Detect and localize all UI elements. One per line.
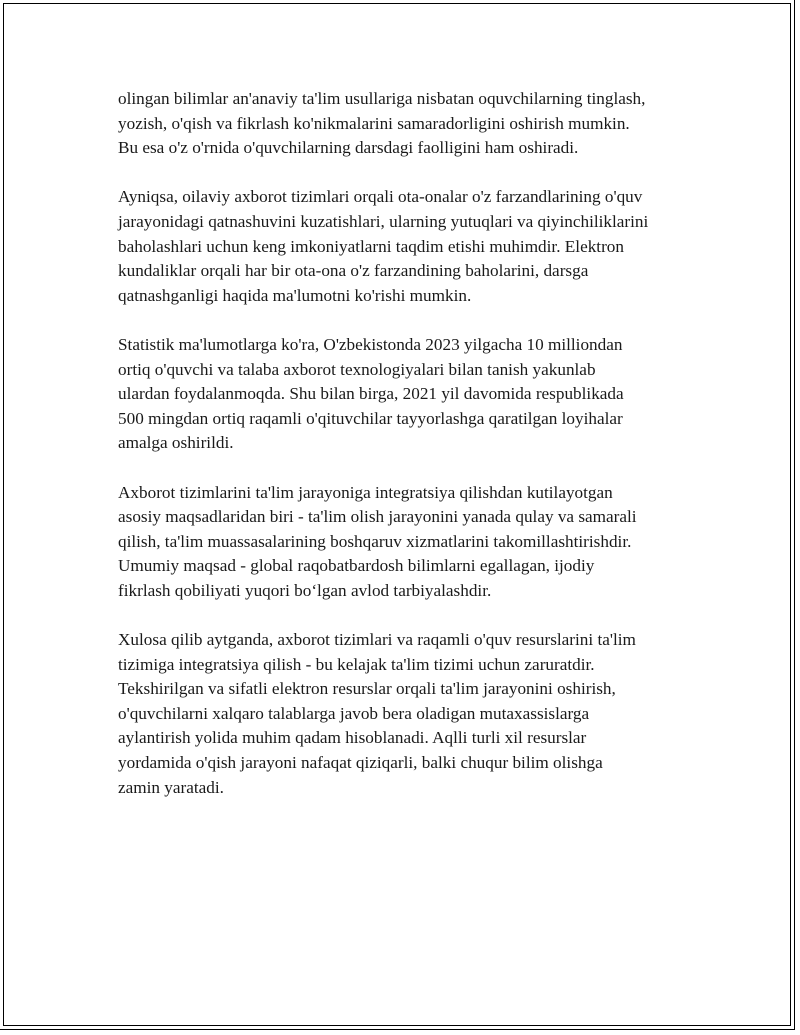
paragraph-5: Xulosa qilib aytganda, axborot tizimlari va raqamli o'quv resurslarini ta'lim tizimiga integratsiya qilish - bu kelajak ta'lim tizimi uchun zaruratdir. Tekshirilgan va sifatli elektron resurslar orqali ta'lim jarayonini oshirish, o'quvchilarni xalqaro talablarga javob bera oladigan mutaxassislarga aylantirish yolida muhim qadam hisoblanadi. Aqlli turli xil resurslar yordamida o'qish jarayoni nafaqat qiziqarli, balki chuqur bilim olishga zamin yaratadi. bbox=[118, 630, 636, 797]
paragraph-2: Ayniqsa, oilaviy axborot tizimlari orqali ota-onalar o'z farzandlarining o'quv jarayonidagi qatnashuvini kuzatishlari, ularning yutuqlari va qiyinchiliklarini baholashlari uchun keng imkoniyatlarni taqdim etishi muhimdir. Elektron kundaliklar orqali har bir ota-ona o'z farzandining baholarini, darsga qatnashganligi haqida ma'lumotni ko'rishi mumkin. bbox=[118, 187, 649, 305]
paragraph-4: Axborot tizimlarini ta'lim jarayoniga integratsiya qilishdan kutilayotgan asosiy maqsadlaridan biri - ta'lim olish jarayonini yanada qulay va samarali qilish, ta'lim muassasalarining boshqaruv xizmatlarini takomillashtirishdir. Umumiy maqsad - global raqobatbardosh bilimlarni egallagan, ijodiy fikrlash qobiliyati yuqori bo‘lgan avlod tarbiyalashdir. bbox=[118, 482, 637, 600]
document-body bbox=[118, 87, 708, 825]
paragraph-3: Statistik ma'lumotlarga ko'ra, O'zbekistonda 2023 yilgacha 10 milliondan ortiq o'quvchi va talaba axborot texnologiyalari bilan tanish yakunlab ulardan foydalanmoqda. Shu bilan birga, 2021 yil davomida respublikada 500 mingdan ortiq raqamli o'qituvchilar tayyorlashga qaratilgan loyihalar amalga oshirildi. bbox=[118, 334, 624, 453]
paragraph-1: olingan bilimlar an'anaviy ta'lim usullariga nisbatan oquvchilarning tinglash, yozish, o'qish va fikrlash ko'nikmalarini samaradorligini oshirish mumkin. Bu esa o'z o'rnida o'quvchilarning darsdagi faolligini ham oshiradi. bbox=[118, 89, 646, 158]
